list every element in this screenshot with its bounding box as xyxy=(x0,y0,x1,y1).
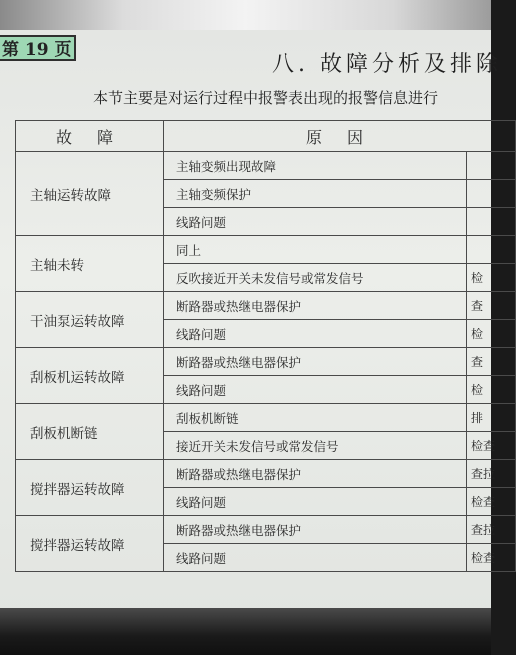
action-cell xyxy=(467,236,516,264)
action-cell: 排 xyxy=(467,404,516,432)
table-row xyxy=(16,152,516,180)
cause-cell: 接近开关未发信号或常发信号 xyxy=(164,432,467,460)
action-cell: 检 xyxy=(467,320,516,348)
section-title: 八. 故障分析及排除 xyxy=(272,52,502,77)
table-row xyxy=(16,348,516,376)
cause-cell: 主轴变频出现故障 xyxy=(164,152,467,180)
fault-cell: 刮板机断链 xyxy=(16,404,164,460)
table-row xyxy=(16,460,516,488)
cause-cell: 线路问题 xyxy=(164,208,467,236)
header-cause: 原 因 xyxy=(164,121,516,152)
cause-cell: 线路问题 xyxy=(164,544,467,572)
cause-cell: 断路器或热继电器保护 xyxy=(164,292,467,320)
action-cell: 检 xyxy=(467,264,516,292)
fault-cell: 主轴未转 xyxy=(16,236,164,292)
action-cell: 查拉 xyxy=(467,516,516,544)
cause-cell: 主轴变频保护 xyxy=(164,180,467,208)
table-row xyxy=(16,292,516,320)
fault-table xyxy=(15,120,516,572)
intro-text: 本节主要是对运行过程中报警表出现的报警信息进行 xyxy=(93,89,439,107)
table-row xyxy=(16,404,516,432)
table-header-row xyxy=(16,121,516,152)
action-cell: 检查 xyxy=(467,488,516,516)
cause-cell: 断路器或热继电器保护 xyxy=(164,460,467,488)
cause-cell: 线路问题 xyxy=(164,320,467,348)
screen-bezel-bottom xyxy=(0,608,491,655)
action-cell: 查拉 xyxy=(467,460,516,488)
fault-cell: 干油泵运转故障 xyxy=(16,292,164,348)
cause-cell: 断路器或热继电器保护 xyxy=(164,348,467,376)
cause-cell: 同上 xyxy=(164,236,467,264)
table-row xyxy=(16,236,516,264)
action-cell xyxy=(467,152,516,180)
action-cell: 检查 xyxy=(467,432,516,460)
action-cell xyxy=(467,180,516,208)
cause-cell: 反吹接近开关未发信号或常发信号 xyxy=(164,264,467,292)
header-fault: 故 障 xyxy=(16,121,164,152)
action-cell: 检查 xyxy=(467,544,516,572)
action-cell: 检 xyxy=(467,376,516,404)
action-cell xyxy=(467,208,516,236)
cause-cell: 线路问题 xyxy=(164,376,467,404)
fault-cell: 主轴运转故障 xyxy=(16,152,164,236)
fault-cell: 搅拌器运转故障 xyxy=(16,460,164,516)
cause-cell: 线路问题 xyxy=(164,488,467,516)
page-number-badge: 第 19 页 xyxy=(0,35,76,61)
action-cell: 查 xyxy=(467,292,516,320)
action-cell: 查 xyxy=(467,348,516,376)
fault-cell: 刮板机运转故障 xyxy=(16,348,164,404)
cause-cell: 断路器或热继电器保护 xyxy=(164,516,467,544)
table-row xyxy=(16,516,516,544)
fault-cell: 搅拌器运转故障 xyxy=(16,516,164,572)
cause-cell: 刮板机断链 xyxy=(164,404,467,432)
